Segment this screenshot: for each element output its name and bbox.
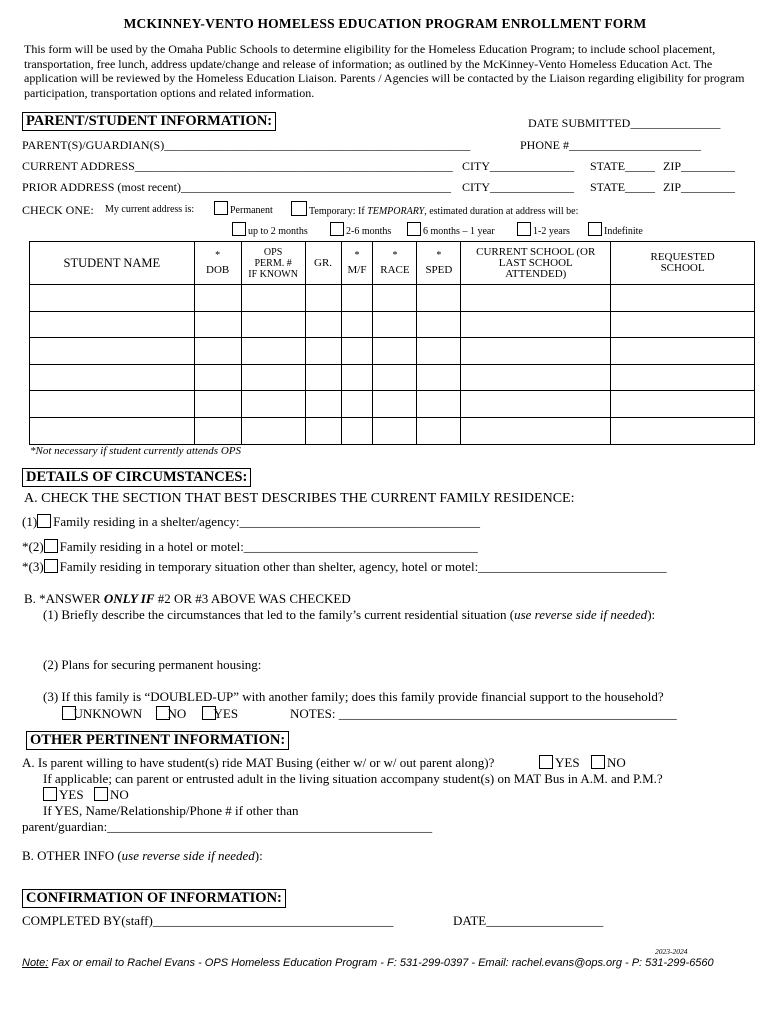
- table-row: [30, 285, 755, 312]
- duration-checkbox[interactable]: [588, 222, 602, 236]
- footer-note-label: Note:: [22, 957, 49, 969]
- col-header-requested-school: REQUESTED SCHOOL: [611, 242, 755, 285]
- col-header-ops-perm: OPS PERM. # IF KNOWN: [241, 242, 305, 285]
- dob-cell[interactable]: [194, 417, 241, 444]
- col-header-grade: GR.: [305, 242, 341, 285]
- ops-perm-cell[interactable]: [241, 338, 305, 365]
- other-info-line: [22, 848, 263, 864]
- temporary-checkbox[interactable]: [291, 201, 307, 216]
- duration-label: Indefinite: [604, 226, 643, 237]
- sped-cell[interactable]: [417, 364, 461, 391]
- temporary-label-em: TEMPORARY: [367, 206, 425, 217]
- current-school-cell[interactable]: [461, 338, 611, 365]
- race-asterisk: *: [392, 250, 398, 261]
- race-cell[interactable]: [373, 417, 417, 444]
- section-heading-other: OTHER PERTINENT INFORMATION:: [26, 731, 289, 750]
- mf-cell[interactable]: [341, 311, 373, 338]
- other-adult-field[interactable]: parent/guardian:__________________________________________________: [22, 819, 433, 834]
- accompany-yes-checkbox[interactable]: [43, 787, 57, 801]
- grade-cell[interactable]: [305, 364, 341, 391]
- accompany-question: If applicable; can parent or entrusted adult in the living situation accompany student(s) on MAT Bus in A.M. and P.M.?: [43, 771, 663, 786]
- mf-cell[interactable]: [341, 338, 373, 365]
- doubled-up-no-option[interactable]: [156, 706, 186, 722]
- current-address-field[interactable]: CURRENT ADDRESS_____________________________________________________: [22, 159, 453, 173]
- dob-cell[interactable]: [194, 364, 241, 391]
- accompany-no-option[interactable]: [94, 787, 129, 803]
- ops-perm-cell[interactable]: [241, 417, 305, 444]
- shelter-checkbox[interactable]: [37, 514, 51, 528]
- hotel-label: Family residing in a hotel or motel:____________________________________: [59, 539, 478, 554]
- details-a-title: A. CHECK THE SECTION THAT BEST DESCRIBES THE CURRENT FAMILY RESIDENCE:: [24, 491, 575, 506]
- mat-no-label: NO: [607, 755, 626, 770]
- doubled-up-unknown-option[interactable]: [62, 706, 142, 722]
- b-suffix: #2 OR #3 ABOVE WAS CHECKED: [154, 591, 351, 606]
- current-zip-field[interactable]: ZIP_________: [663, 159, 735, 173]
- b1-prefix: (1) Briefly describe the circumstances that led to the family’s current residential situation (: [43, 607, 515, 622]
- details-b2-question: (2) Plans for securing permanent housing:: [43, 657, 262, 672]
- prior-state-field[interactable]: STATE_____: [590, 180, 656, 194]
- temporary-label-suffix: , estimated duration at address will be:: [424, 206, 579, 217]
- mat-yes-label: YES: [555, 755, 580, 770]
- ops-perm-cell[interactable]: [241, 285, 305, 312]
- dob-cell[interactable]: [194, 391, 241, 418]
- student-name-cell[interactable]: [30, 311, 195, 338]
- accompany-yes-option[interactable]: [43, 787, 84, 803]
- grade-cell[interactable]: [305, 338, 341, 365]
- option-number: (1): [22, 514, 38, 529]
- temporary-label-prefix: Temporary: If: [309, 206, 368, 217]
- permanent-checkbox[interactable]: [214, 201, 228, 215]
- sped-cell[interactable]: [417, 338, 461, 365]
- intro-paragraph: This form will be used by the Omaha Public Schools to determine eligibility for the Homeless Education Program; to include school placement, transportation, free lunch, address update/change and release of information; as outlined by the McKinney-Vento Homeless Education Act. The application will be reviewed by the Homeless Education Liaison. Parents / Agencies will be contacted by the Liaison regarding eligibility for program participation, transportation options and related information.: [24, 42, 745, 100]
- mat-busing-question: [22, 755, 494, 771]
- mat-yes-checkbox[interactable]: [539, 755, 553, 769]
- permanent-option[interactable]: [214, 201, 273, 216]
- temporary-option[interactable]: [291, 201, 578, 217]
- confirmation-date-field[interactable]: DATE__________________: [453, 913, 604, 928]
- accompany-no-label: NO: [110, 787, 129, 802]
- sped-label: SPED: [425, 264, 453, 276]
- ops-perm-cell[interactable]: [241, 311, 305, 338]
- duration-label: up to 2 months: [248, 226, 308, 237]
- duration-label: 2-6 months: [346, 226, 392, 237]
- duration-label: 1-2 years: [533, 226, 570, 237]
- check-one-label: CHECK ONE:: [22, 203, 94, 217]
- temporary-situation-checkbox[interactable]: [44, 559, 58, 573]
- col-header-current-school: CURRENT SCHOOL (OR LAST SCHOOL ATTENDED): [461, 242, 611, 285]
- date-submitted-field[interactable]: DATE SUBMITTED_______________: [528, 116, 721, 130]
- col-header-sped: [417, 242, 461, 285]
- mf-cell[interactable]: [341, 285, 373, 312]
- student-table: [29, 241, 755, 445]
- duration-checkbox[interactable]: [232, 222, 246, 236]
- temporary-situation-label: Family residing in temporary situation other than shelter, agency, hotel or motel:_____________________________: [59, 559, 667, 574]
- yes-label: _YES: [207, 706, 239, 721]
- table-header-row: [30, 242, 755, 285]
- b1-suffix: ):: [647, 607, 656, 622]
- grade-cell[interactable]: [305, 311, 341, 338]
- mat-busing-yes-option[interactable]: [539, 755, 580, 771]
- duration-option-5[interactable]: [588, 222, 643, 237]
- accompany-no-checkbox[interactable]: [94, 787, 108, 801]
- duration-checkbox[interactable]: [330, 222, 344, 236]
- shelter-label: Family residing in a shelter/agency:_____________________________________: [53, 514, 480, 529]
- duration-option-1[interactable]: [232, 222, 308, 237]
- student-name-cell[interactable]: [30, 338, 195, 365]
- doubled-up-yes-option[interactable]: [202, 706, 238, 722]
- race-cell[interactable]: [373, 364, 417, 391]
- other-info-suffix: ):: [254, 848, 263, 863]
- duration-option-2[interactable]: [330, 222, 391, 237]
- requested-school-cell[interactable]: [611, 338, 755, 365]
- duration-option-3[interactable]: [407, 222, 495, 237]
- mat-no-checkbox[interactable]: [591, 755, 605, 769]
- sped-asterisk: *: [436, 250, 442, 261]
- permanent-label: Permanent: [230, 205, 273, 216]
- requested-school-cell[interactable]: [611, 417, 755, 444]
- race-cell[interactable]: [373, 285, 417, 312]
- ops-perm-cell[interactable]: [241, 391, 305, 418]
- form-title: MCKINNEY-VENTO HOMELESS EDUCATION PROGRAM ENROLLMENT FORM: [123, 16, 647, 31]
- b1-emphasis: use reverse side if needed: [514, 607, 648, 622]
- duration-option-4[interactable]: [517, 222, 570, 237]
- table-row: [30, 338, 755, 365]
- other-info-emphasis: use reverse side if needed: [121, 848, 255, 863]
- current-city-field[interactable]: CITY______________: [462, 159, 574, 173]
- residence-option-shelter[interactable]: [22, 514, 480, 530]
- race-cell[interactable]: [373, 338, 417, 365]
- accompany-yes-label: YES: [59, 787, 84, 802]
- option-number: *(3): [22, 559, 44, 574]
- residence-option-hotel[interactable]: [22, 539, 478, 555]
- option-number: *(2): [22, 539, 44, 554]
- prior-zip-field[interactable]: ZIP_________: [663, 180, 735, 194]
- student-name-cell[interactable]: [30, 391, 195, 418]
- doubled-up-notes-field[interactable]: NOTES: ____________________________________________________: [290, 706, 677, 721]
- dob-label: DOB: [206, 264, 230, 276]
- mf-cell[interactable]: [341, 417, 373, 444]
- duration-checkbox[interactable]: [517, 222, 531, 236]
- no-label: _NO: [161, 706, 187, 721]
- requested-school-cell[interactable]: [611, 364, 755, 391]
- mf-cell[interactable]: [341, 364, 373, 391]
- current-school-cell[interactable]: [461, 285, 611, 312]
- student-name-cell[interactable]: [30, 364, 195, 391]
- current-address-is-label: My current address is:: [105, 204, 195, 215]
- current-school-cell[interactable]: [461, 417, 611, 444]
- sped-cell[interactable]: [417, 391, 461, 418]
- mf-asterisk: *: [354, 250, 360, 261]
- col-header-dob: [194, 242, 241, 285]
- current-school-cell[interactable]: [461, 364, 611, 391]
- section-heading-confirmation: CONFIRMATION OF INFORMATION:: [22, 889, 286, 908]
- ops-perm-cell[interactable]: [241, 364, 305, 391]
- completed-by-field[interactable]: COMPLETED BY(staff)_____________________________________: [22, 913, 394, 928]
- requested-school-cell[interactable]: [611, 311, 755, 338]
- mat-busing-no-option[interactable]: [591, 755, 626, 771]
- current-state-field[interactable]: STATE_____: [590, 159, 656, 173]
- sped-cell[interactable]: [417, 311, 461, 338]
- table-row: [30, 364, 755, 391]
- sped-cell[interactable]: [417, 417, 461, 444]
- b-prefix: B. *ANSWER: [24, 591, 104, 606]
- mf-label: M/F: [347, 264, 367, 276]
- race-label: RACE: [380, 264, 410, 276]
- duration-checkbox[interactable]: [407, 222, 421, 236]
- prior-address-field[interactable]: PRIOR ADDRESS (most recent)_____________________________________________: [22, 180, 451, 194]
- b-emphasis: ONLY IF: [103, 591, 155, 606]
- dob-cell[interactable]: [194, 285, 241, 312]
- form-year: 2023-2024: [655, 947, 688, 956]
- col-header-mf: [341, 242, 373, 285]
- section-heading-details: DETAILS OF CIRCUMSTANCES:: [22, 468, 251, 487]
- other-adult-question: If YES, Name/Relationship/Phone # if other than: [43, 803, 299, 818]
- phone-field[interactable]: PHONE #______________________: [520, 138, 702, 152]
- footer-note-text: Fax or email to Rachel Evans - OPS Homeless Education Program - F: 531-299-0397 - Email: rachel.evans@ops.org - P: 531-299-6560: [48, 957, 714, 969]
- unknown-label: _UNKNOWN: [67, 706, 143, 721]
- footer-note: [22, 957, 714, 969]
- dob-asterisk: *: [215, 250, 221, 261]
- details-b-title: [24, 591, 351, 607]
- hotel-checkbox[interactable]: [44, 539, 58, 553]
- race-cell[interactable]: [373, 311, 417, 338]
- section-heading-parent-student: PARENT/STUDENT INFORMATION:: [22, 112, 276, 131]
- guardians-field[interactable]: PARENT(S)/GUARDIAN(S)___________________________________________________: [22, 138, 471, 152]
- dob-cell[interactable]: [194, 338, 241, 365]
- prior-city-field[interactable]: CITY______________: [462, 180, 574, 194]
- details-b1-question: [43, 607, 655, 623]
- grade-cell[interactable]: [305, 417, 341, 444]
- table-row: [30, 311, 755, 338]
- table-row: [30, 391, 755, 418]
- mf-cell[interactable]: [341, 391, 373, 418]
- current-school-cell[interactable]: [461, 311, 611, 338]
- col-header-student-name: STUDENT NAME: [30, 242, 195, 285]
- table-footnote: *Not necessary if student currently attends OPS: [30, 445, 242, 457]
- grade-cell[interactable]: [305, 285, 341, 312]
- requested-school-cell[interactable]: [611, 285, 755, 312]
- requested-school-cell[interactable]: [611, 391, 755, 418]
- details-b3-question: (3) If this family is “DOUBLED-UP” with another family; does this family provide financial support to the household?: [43, 689, 664, 704]
- race-cell[interactable]: [373, 391, 417, 418]
- residence-option-temporary[interactable]: [22, 559, 667, 575]
- duration-label: 6 months – 1 year: [423, 226, 495, 237]
- other-info-prefix: B. OTHER INFO (: [22, 848, 122, 863]
- dob-cell[interactable]: [194, 311, 241, 338]
- grade-cell[interactable]: [305, 391, 341, 418]
- current-school-cell[interactable]: [461, 391, 611, 418]
- student-name-cell[interactable]: [30, 417, 195, 444]
- mat-busing-label: A. Is parent willing to have student(s) ride MAT Busing (either w/ or w/ out parent along)?: [22, 755, 495, 770]
- student-name-cell[interactable]: [30, 285, 195, 312]
- table-row: [30, 417, 755, 444]
- sped-cell[interactable]: [417, 285, 461, 312]
- col-header-race: [373, 242, 417, 285]
